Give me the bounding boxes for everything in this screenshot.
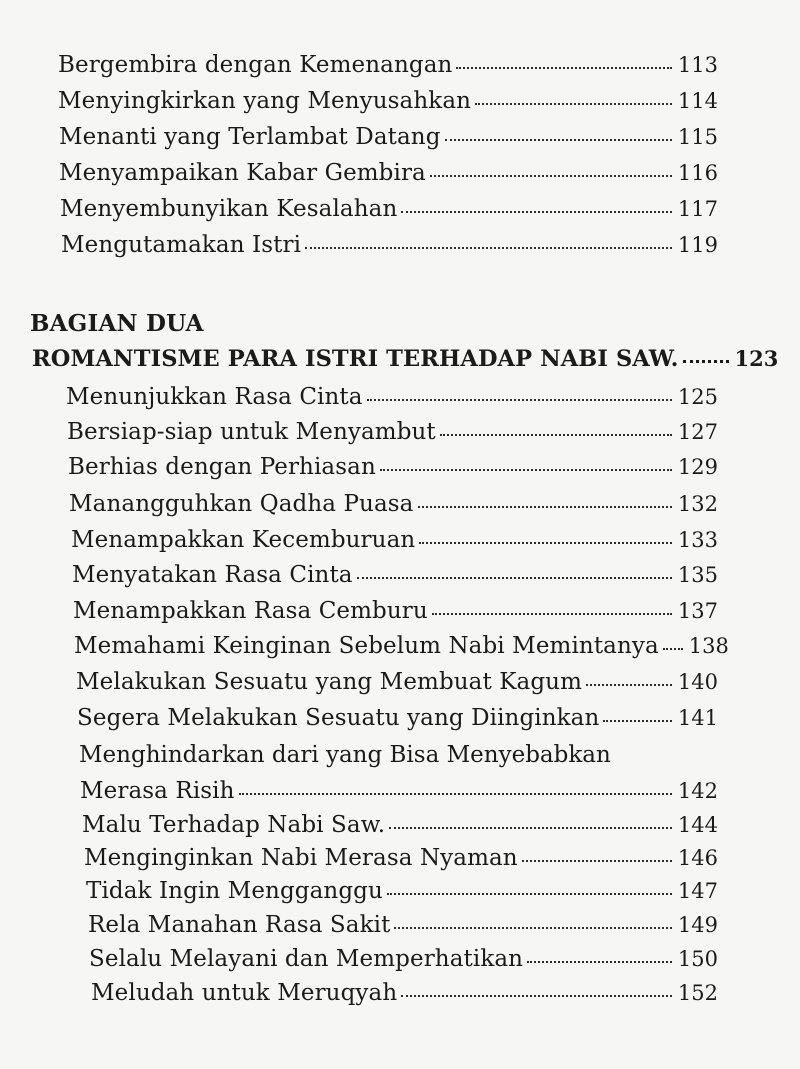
dot-leader: [401, 211, 672, 213]
toc-entry-page: 146: [677, 846, 718, 870]
toc-entry-page: 150: [677, 947, 718, 971]
toc-entry-title: Menyingkirkan yang Menyusahkan: [58, 88, 472, 114]
toc-entry: [89, 946, 718, 980]
toc-entry: [91, 980, 718, 1014]
toc-entry-page: 149: [677, 913, 718, 937]
dot-leader: [456, 67, 671, 69]
toc-entry: [86, 878, 718, 912]
toc-entry: [59, 160, 718, 194]
toc-entry-title: Menampakkan Rasa Cemburu: [73, 598, 428, 624]
dot-leader: [418, 506, 672, 508]
toc-entry-title: Malu Terhadap Nabi Saw.: [82, 812, 386, 838]
dot-leader: [440, 434, 672, 436]
dot-leader: [389, 827, 672, 829]
toc-entry-title: Berhias dengan Perhiasan: [68, 454, 376, 480]
toc-entry: [84, 845, 718, 879]
toc-entry-title: Menginginkan Nabi Merasa Nyaman: [84, 845, 518, 871]
dot-leader: [475, 103, 672, 105]
toc-entry-title: Mengutamakan Istri: [61, 232, 302, 258]
toc-entry: [82, 812, 718, 846]
toc-entry: [77, 705, 718, 739]
dot-leader: [683, 360, 729, 363]
dot-leader: [445, 139, 672, 141]
toc-entry: [73, 598, 718, 632]
toc-entry-title: Bersiap-siap untuk Menyambut: [67, 419, 436, 445]
toc-entry-title: Bergembira dengan Kemenangan: [58, 52, 453, 78]
dot-leader: [522, 860, 672, 862]
toc-entry-title: Meludah untuk Meruqyah: [91, 980, 398, 1006]
chapter-entry: [32, 346, 779, 380]
toc-entry: [68, 454, 718, 488]
toc-entry: [80, 778, 718, 812]
toc-entry-title: Tidak Ingin Mengganggu: [86, 878, 383, 904]
toc-entry-title: Memahami Keinginan Sebelum Nabi Memintanya: [74, 633, 659, 659]
chapter-page: 123: [734, 346, 779, 371]
toc-entry-title: Manangguhkan Qadha Puasa: [69, 491, 414, 517]
toc-entry-title: Segera Melakukan Sesuatu yang Diinginkan: [77, 705, 600, 731]
toc-entry-page: 125: [677, 385, 718, 409]
dot-leader: [239, 793, 672, 795]
toc-entry-page: 129: [677, 455, 718, 479]
toc-entry-title: Menampakkan Kecemburuan: [71, 527, 416, 553]
toc-entry-title: Menyembunyikan Kesalahan: [60, 196, 398, 222]
toc-entry: [67, 419, 718, 453]
dot-leader: [603, 720, 671, 722]
toc-entry-title: Menyampaikan Kabar Gembira: [59, 160, 426, 186]
toc-entry-page: 117: [677, 197, 718, 221]
toc-entry-page: 152: [677, 981, 718, 1005]
section-label: BAGIAN DUA: [30, 310, 204, 337]
toc-entry: [71, 527, 718, 561]
toc-entry: [69, 491, 718, 525]
toc-entry: [59, 124, 718, 158]
dot-leader: [586, 684, 672, 686]
toc-entry-page: 127: [677, 420, 718, 444]
toc-entry-page: 140: [677, 670, 718, 694]
toc-entry: [66, 384, 718, 418]
toc-entry-page: 132: [677, 492, 718, 516]
dot-leader: [663, 648, 683, 650]
toc-entry-title: Merasa Risih: [80, 778, 235, 804]
toc-entry: [72, 562, 718, 596]
toc-entry-page: 141: [677, 706, 718, 730]
toc-entry-page: 113: [677, 53, 718, 77]
toc-entry-title: Menanti yang Terlambat Datang: [59, 124, 441, 150]
toc-entry-page: 119: [677, 233, 718, 257]
dot-leader: [394, 927, 671, 929]
toc-entry-title: Rela Manahan Rasa Sakit: [88, 912, 391, 938]
toc-entry-page: 147: [677, 879, 718, 903]
toc-entry: [88, 912, 718, 946]
toc-entry: [58, 52, 718, 86]
toc-entry-title: Menunjukkan Rasa Cinta: [66, 384, 363, 410]
dot-leader: [527, 961, 672, 963]
dot-leader: [357, 577, 672, 579]
dot-leader: [367, 399, 672, 401]
toc-entry-page: 116: [677, 161, 718, 185]
toc-entry-title-line1: Menghindarkan dari yang Bisa Menyebabkan: [79, 742, 611, 768]
toc-entry-title: Melakukan Sesuatu yang Membuat Kagum: [76, 669, 582, 695]
dot-leader: [430, 175, 672, 177]
toc-entry-page: 144: [677, 813, 718, 837]
toc-entry-page: 114: [677, 89, 718, 113]
toc-entry: [61, 232, 718, 266]
dot-leader: [380, 469, 672, 471]
toc-entry: [76, 669, 718, 703]
toc-entry-page: 133: [677, 528, 718, 552]
dot-leader: [419, 542, 672, 544]
toc-entry: [74, 633, 729, 667]
chapter-title: ROMANTISME PARA ISTRI TERHADAP NABI SAW.: [32, 346, 679, 372]
toc-entry: [60, 196, 718, 230]
toc-entry-title: Menyatakan Rasa Cinta: [72, 562, 353, 588]
toc-entry-page: 137: [677, 599, 718, 623]
toc-entry-page: 142: [677, 779, 718, 803]
toc-entry-page: 135: [677, 563, 718, 587]
dot-leader: [387, 893, 672, 895]
toc-entry: [58, 88, 718, 122]
toc-entry-page: 115: [677, 125, 718, 149]
dot-leader: [401, 995, 672, 997]
dot-leader: [432, 613, 672, 615]
dot-leader: [305, 247, 672, 249]
toc-entry-page: 138: [688, 634, 729, 658]
toc-entry-title: Selalu Melayani dan Memperhatikan: [89, 946, 524, 972]
